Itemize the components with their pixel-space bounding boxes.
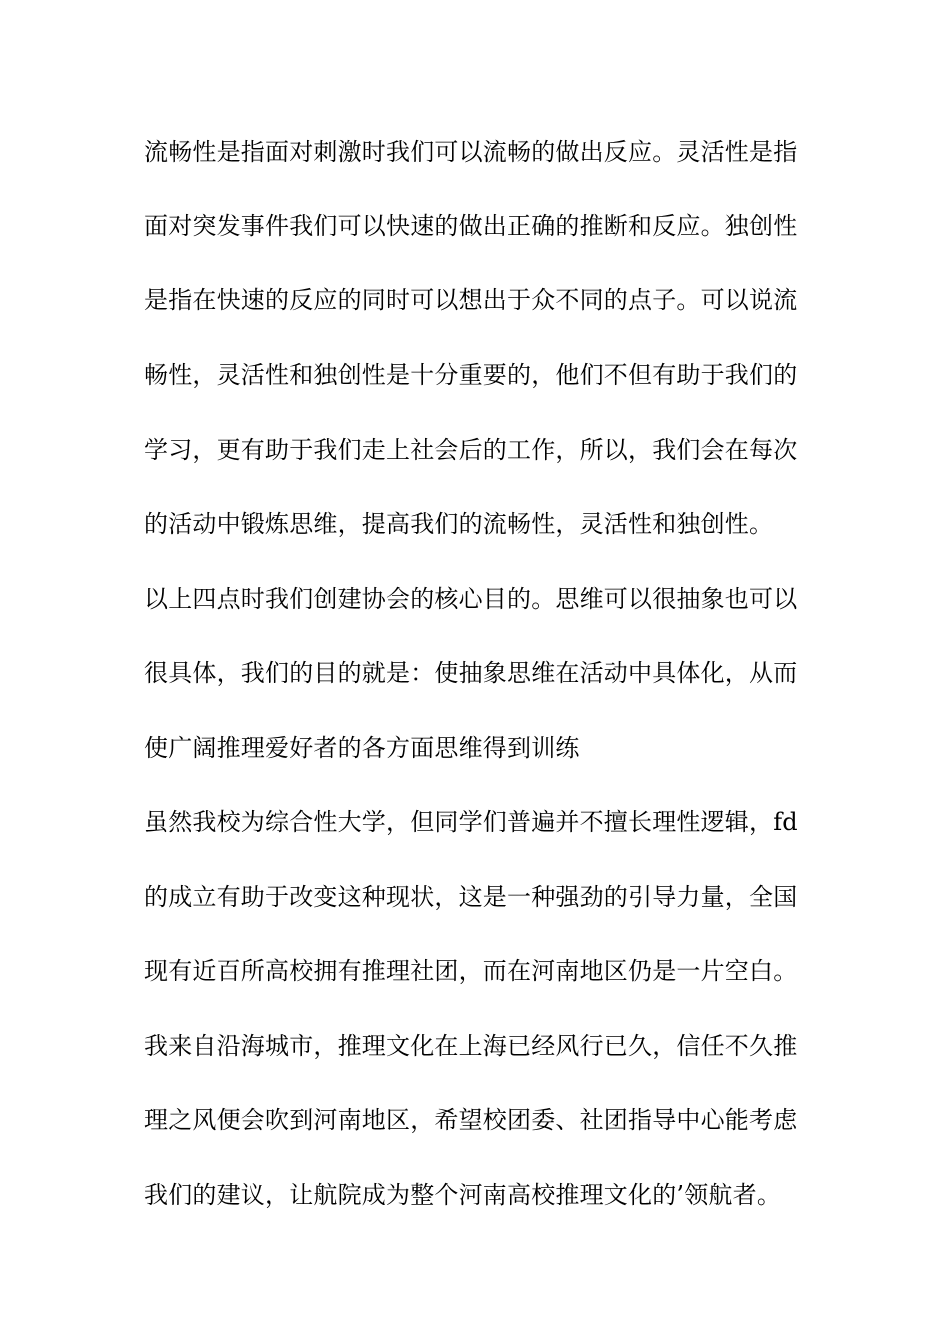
- text-line: 是指在快速的反应的同时可以想出于众不同的点子。可以说流: [144, 286, 798, 314]
- text-line: 的成立有助于改变这种现状，这是一种强劲的引导力量，全国: [144, 883, 798, 911]
- text-line: 流畅性是指面对刺激时我们可以流畅的做出反应。灵活性是指: [144, 138, 798, 166]
- text-line: 使广阔推理爱好者的各方面思维得到训练: [144, 734, 580, 762]
- text-line: 我们的建议，让航院成为整个河南高校推理文化的’领航者。: [144, 1181, 782, 1209]
- text-line: 以上四点时我们创建协会的核心目的。思维可以很抽象也可以: [144, 585, 798, 613]
- text-line: 面对突发事件我们可以快速的做出正确的推断和反应。独创性: [144, 212, 798, 240]
- text-line: 很具体，我们的目的就是：使抽象思维在活动中具体化，从而: [144, 659, 798, 687]
- text-line: 虽然我校为综合性大学，但同学们普遍并不擅长理性逻辑，fd: [144, 808, 798, 836]
- text-line: 学习，更有助于我们走上社会后的工作，所以，我们会在每次: [144, 436, 798, 464]
- text-line: 的活动中锻炼思维，提高我们的流畅性，灵活性和独创性。: [144, 510, 774, 538]
- text-line: 我来自沿海城市，推理文化在上海已经风行已久，信任不久推: [144, 1032, 798, 1060]
- text-line: 畅性，灵活性和独创性是十分重要的，他们不但有助于我们的: [144, 361, 798, 389]
- text-line: 现有近百所高校拥有推理社团，而在河南地区仍是一片空白。: [144, 957, 798, 985]
- text-line: 理之风便会吹到河南地区，希望校团委、社团指导中心能考虑: [144, 1106, 798, 1134]
